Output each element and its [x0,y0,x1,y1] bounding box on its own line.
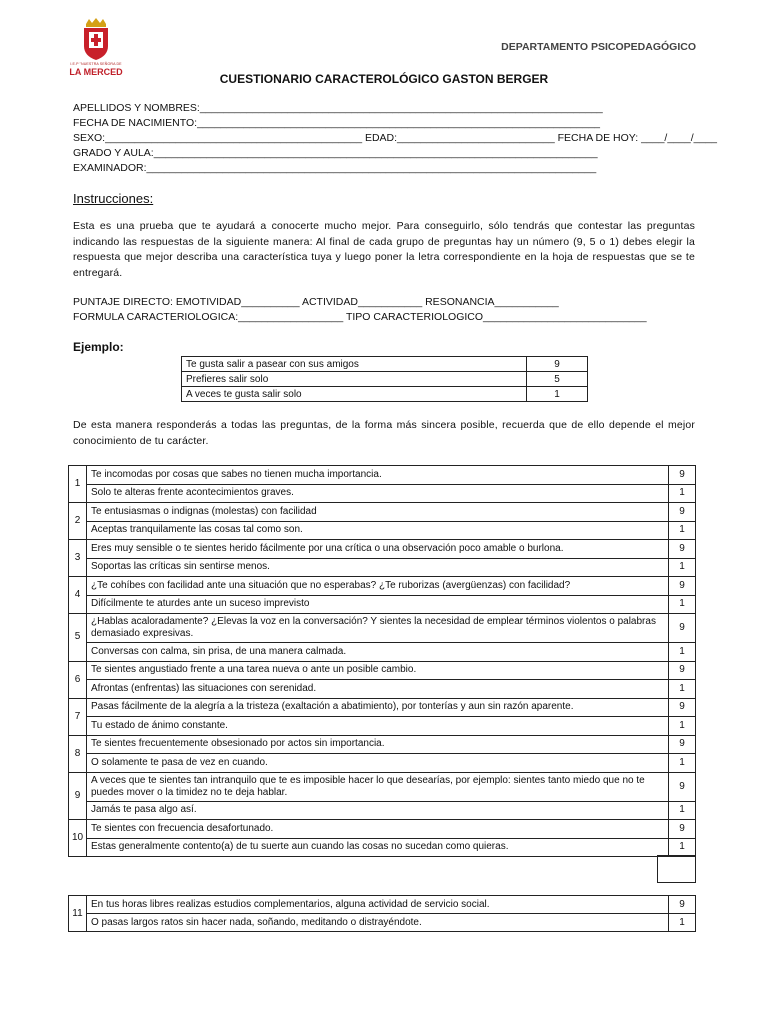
option-a-value: 9 [669,661,696,680]
question-option-a[interactable]: En tus horas libres realizas estudios complementarios, alguna actividad de servicio social. [87,896,669,914]
question-option-a[interactable]: Te entusiasmas o indignas (molestas) con facilidad [87,503,669,522]
option-b-value: 1 [669,558,696,577]
question-option-a[interactable]: Te sientes con frecuencia desafortunado. [87,820,669,839]
question-option-b[interactable]: O solamente te pasa de vez en cuando. [87,754,669,773]
questions-table [68,465,696,857]
example-value: 1 [527,387,588,402]
example-value: 9 [527,357,588,372]
question-number: 7 [69,698,87,735]
department-label: DEPARTAMENTO PSICOPEDAGÓGICO [501,41,696,53]
question-row [69,540,696,559]
question-option-a[interactable]: Te sientes angustiado frente a una tarea nueva o ante un posible cambio. [87,661,669,680]
option-b-value: 1 [669,484,696,503]
option-b-value: 1 [669,914,696,932]
question-option-b[interactable]: Estas generalmente contento(a) de tu suerte aun cuando las cosas no sucedan como quieras. [87,838,669,857]
question-option-a[interactable]: Te incomodas por cosas que sabes no tienen mucha importancia. [87,466,669,485]
question-row [69,466,696,485]
question-11-table [68,895,696,932]
example-value: 5 [527,372,588,387]
question-row [69,735,696,754]
option-a-value: 9 [669,735,696,754]
logo-name: LA MERCED [69,67,123,77]
question-row [69,484,696,503]
question-option-b[interactable]: Tu estado de ánimo constante. [87,717,669,736]
question-option-b[interactable]: Jamás te pasa algo así. [87,801,669,820]
option-b-value: 1 [669,595,696,614]
option-a-value: 9 [669,896,696,914]
sex-age-date-field[interactable]: SEXO:____________________________________________ EDAD:___________________________ FECHA DE HOY: ____/____/____ [73,132,717,144]
option-a-value: 9 [669,820,696,839]
question-option-a[interactable]: Te sientes frecuentemente obsesionado por actos sin importancia. [87,735,669,754]
option-a-value: 9 [669,614,696,643]
question-row [69,577,696,596]
question-row [69,595,696,614]
question-row [69,614,696,643]
question-row [69,680,696,699]
question-row [69,896,696,914]
birthdate-field[interactable]: FECHA DE NACIMIENTO:_____________________________________________________________________ [73,117,601,129]
option-a-value: 9 [669,466,696,485]
question-row [69,698,696,717]
example-table [181,356,588,402]
question-row [69,838,696,857]
question-option-a[interactable]: ¿Hablas acaloradamente? ¿Elevas la voz en la conversación? Y sientes la necesidad de emplear términos violentos o palabras demasiado expresivas. [87,614,669,643]
question-number: 11 [69,896,87,932]
question-row [69,521,696,540]
question-number: 2 [69,503,87,540]
option-b-value: 1 [669,643,696,662]
formula-line[interactable]: FORMULA CARACTERIOLOGICA:__________________ TIPO CARACTERIOLOGICO____________________________ [73,311,647,323]
question-number: 5 [69,614,87,662]
school-logo [64,18,128,80]
instructions-heading: Instrucciones: [73,191,154,206]
question-row [69,820,696,839]
option-b-value: 1 [669,680,696,699]
example-heading: Ejemplo: [73,340,124,354]
question-row [69,558,696,577]
option-b-value: 1 [669,521,696,540]
option-a-value: 9 [669,698,696,717]
question-number: 9 [69,772,87,820]
option-a-value: 9 [669,577,696,596]
question-row [69,717,696,736]
question-number: 10 [69,820,87,857]
question-option-b[interactable]: Afrontas (enfrentas) las situaciones con serenidad. [87,680,669,699]
question-row [69,914,696,932]
option-b-value: 1 [669,754,696,773]
examiner-field[interactable]: EXAMINADOR:_____________________________________________________________________________ [73,162,597,174]
example-row [182,387,588,402]
names-field[interactable]: APELLIDOS Y NOMBRES:_____________________________________________________________________ [73,102,603,114]
question-option-b[interactable]: Conversas con calma, sin prisa, de una manera calmada. [87,643,669,662]
question-option-b[interactable]: Aceptas tranquilamente las cosas tal como son. [87,521,669,540]
example-text: Te gusta salir a pasear con sus amigos [182,357,527,372]
crest-icon [80,18,112,60]
answer-box[interactable] [657,855,696,883]
question-row [69,661,696,680]
question-row [69,801,696,820]
option-b-value: 1 [669,717,696,736]
question-option-b[interactable]: Soportas las críticas sin sentirse menos. [87,558,669,577]
question-option-a[interactable]: Pasas fácilmente de la alegría a la tristeza (exaltación a abatimiento), por tonterías y aun sin razón aparente. [87,698,669,717]
question-row [69,772,696,801]
grade-field[interactable]: GRADO Y AULA:____________________________________________________________________________ [73,147,598,159]
option-a-value: 9 [669,540,696,559]
question-row [69,754,696,773]
question-option-a[interactable]: A veces que te sientes tan intranquilo que te es imposible hacer lo que desearías, por ejemplo: sientes tanto miedo que no te puedes mover o la timidez no te deja hablar. [87,772,669,801]
closing-text: De esta manera responderás a todas las preguntas, de la forma más sincera posible, recuerda que de ello depende el mejor conocimiento de tu carácter. [73,419,695,447]
question-number: 8 [69,735,87,772]
question-option-a[interactable]: Eres muy sensible o te sientes herido fácilmente por una crítica o una observación poco amable o burlona. [87,540,669,559]
direct-score-line[interactable]: PUNTAJE DIRECTO: EMOTIVIDAD__________ ACTIVIDAD___________ RESONANCIA___________ [73,296,559,308]
question-row [69,643,696,662]
option-a-value: 9 [669,503,696,522]
question-row [69,503,696,522]
question-option-b[interactable]: O pasas largos ratos sin hacer nada, soñando, meditando o distrayéndote. [87,914,669,932]
question-number: 6 [69,661,87,698]
question-option-a[interactable]: ¿Te cohíbes con facilidad ante una situación que no esperabas? ¿Te ruborizas (avergüenzas) con facilidad? [87,577,669,596]
question-option-b[interactable]: Solo te alteras frente acontecimientos graves. [87,484,669,503]
page-title: CUESTIONARIO CARACTEROLÓGICO GASTON BERGER [219,72,549,86]
question-number: 1 [69,466,87,503]
example-row [182,372,588,387]
question-option-b[interactable]: Difícilmente te aturdes ante un suceso imprevisto [87,595,669,614]
question-number: 4 [69,577,87,614]
question-number: 3 [69,540,87,577]
instructions-text: Esta es una prueba que te ayudará a conocerte mucho mejor. Para conseguirlo, sólo tendrás que contestar las preguntas indicando las respuestas de la siguiente manera: Al final de cada grupo de preguntas hay un número (9, 5 o 1) debes elegir la respuesta que mejor describa una característica tuya y luego poner la letra correspondiente en la hoja de respuestas que se te entregará. [73,220,695,279]
option-a-value: 9 [669,772,696,801]
option-b-value: 1 [669,801,696,820]
logo-motto: I.E.P "NUESTRA SEÑORA DE [70,62,122,66]
example-text: Prefieres salir solo [182,372,527,387]
option-b-value: 1 [669,838,696,857]
example-text: A veces te gusta salir solo [182,387,527,402]
example-row [182,357,588,372]
